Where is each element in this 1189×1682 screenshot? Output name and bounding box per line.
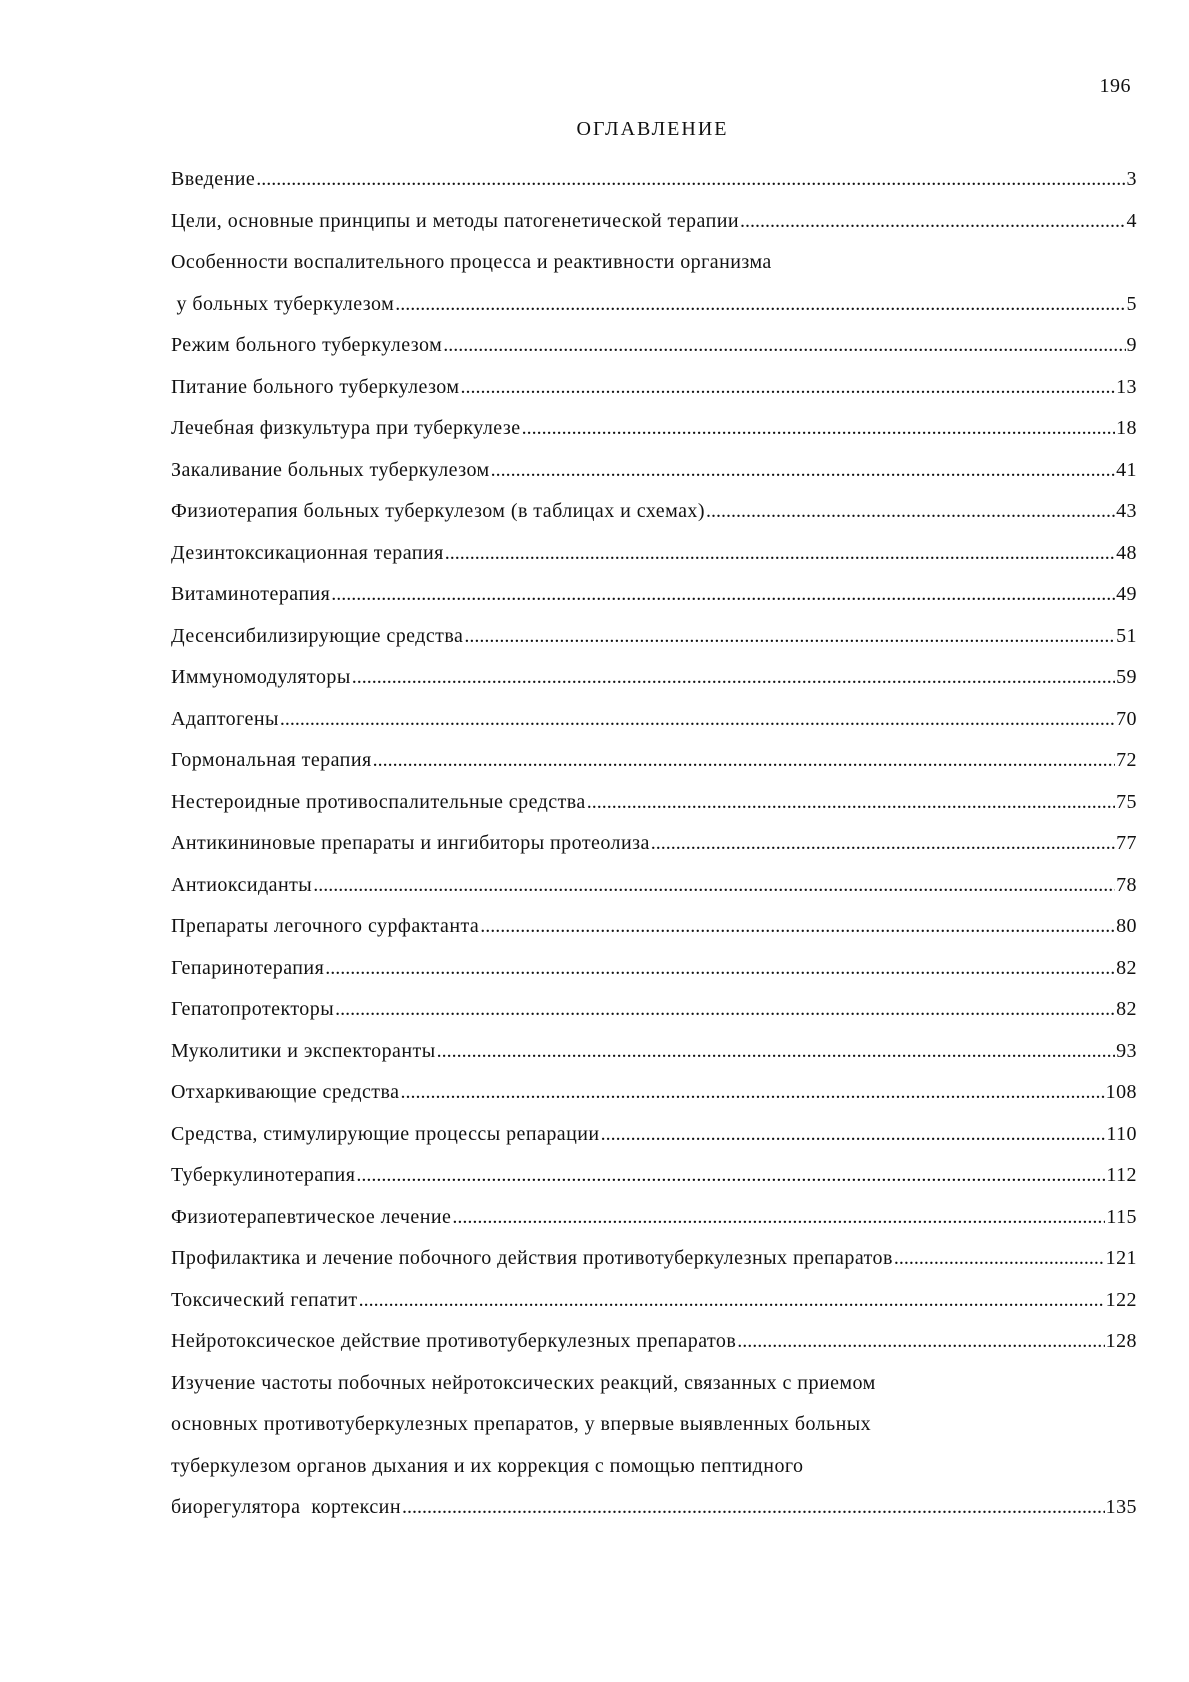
- toc-dot-leader: [601, 1114, 1106, 1156]
- toc-entry-page-number: 72: [1116, 749, 1137, 771]
- toc-entry-title: Профилактика и лечение побочного действия противотуберкулезных препаратов: [171, 1247, 893, 1269]
- toc-entry-line: [171, 616, 1137, 658]
- toc-entry: [171, 782, 1137, 824]
- toc-entry-title: Средства, стимулирующие процессы репарации: [171, 1122, 600, 1145]
- toc-dot-leader: [402, 1487, 1105, 1529]
- toc-entry-title: Закаливание больных туберкулезом: [171, 458, 490, 481]
- toc-entry: [171, 1238, 1137, 1280]
- toc-entry-line: [171, 450, 1137, 492]
- toc-entry: [171, 699, 1137, 741]
- toc-dot-leader: [706, 491, 1115, 533]
- page-title: ОГЛАВЛЕНИЕ: [576, 118, 729, 140]
- toc-dot-leader: [894, 1238, 1105, 1280]
- toc-entry-line: [171, 906, 1137, 948]
- toc-entry: [171, 574, 1137, 616]
- toc-entry: [171, 948, 1137, 990]
- toc-entry-page-number: 5: [1126, 292, 1137, 315]
- toc-entry-line: [171, 1280, 1137, 1322]
- toc-dot-leader: [445, 533, 1115, 575]
- toc-entry-page-number: 80: [1116, 915, 1137, 937]
- toc-entry: [171, 1280, 1137, 1322]
- toc-entry-line: [171, 1197, 1137, 1239]
- toc-entry-page-number: 82: [1116, 998, 1137, 1020]
- toc-entry-page-number: 48: [1116, 541, 1137, 564]
- toc-entry-title: Нейротоксическое действие противотуберкулезных препаратов: [171, 1330, 737, 1352]
- toc-entry-line: основных противотуберкулезных препаратов, у впервые выявленных больных: [171, 1413, 872, 1435]
- toc-entry-page-number: 41: [1116, 458, 1137, 481]
- toc-entry-line: [171, 782, 1137, 824]
- toc-entry: [171, 242, 1137, 325]
- toc-entry-line: [171, 284, 1137, 326]
- toc-dot-leader: [395, 284, 1125, 326]
- toc-entry: [171, 1363, 1137, 1529]
- toc-entry-title: Адаптогены: [171, 707, 279, 730]
- toc-entry-line: [171, 159, 1137, 201]
- toc-dot-leader: [437, 1031, 1115, 1073]
- toc-entry-title: Токсический гепатит: [171, 1288, 358, 1311]
- toc-entry: [171, 823, 1137, 865]
- toc-entry: [171, 1031, 1137, 1073]
- toc-entry-line: Особенности воспалительного процесса и реактивности организма: [171, 251, 772, 273]
- toc-entry-page-number: 75: [1116, 790, 1137, 813]
- toc-entry-title: Введение: [171, 168, 256, 190]
- toc-entry-page-number: 9: [1126, 334, 1137, 356]
- toc-dot-leader: [460, 367, 1115, 409]
- toc-entry-page-number: 49: [1116, 583, 1137, 605]
- toc-dot-leader: [359, 1280, 1105, 1322]
- toc-entry-page-number: 18: [1116, 417, 1137, 439]
- toc-dot-leader: [356, 1155, 1105, 1197]
- toc-entry-title: Десенсибилизирующие средства: [171, 624, 464, 647]
- toc-entry: [171, 408, 1137, 450]
- toc-entry-line: [171, 533, 1137, 575]
- toc-entry-page-number: 70: [1116, 707, 1137, 730]
- toc-entry: [171, 159, 1137, 201]
- table-of-contents: [171, 159, 1137, 1529]
- toc-entry-page-number: 13: [1116, 375, 1137, 398]
- toc-dot-leader: [443, 325, 1125, 367]
- toc-entry: [171, 450, 1137, 492]
- toc-entry-page-number: 93: [1116, 1039, 1137, 1062]
- toc-entry: [171, 325, 1137, 367]
- toc-dot-leader: [280, 699, 1115, 741]
- toc-entry-line: [171, 989, 1137, 1031]
- toc-entry-line: [171, 1031, 1137, 1073]
- toc-entry: [171, 367, 1137, 409]
- toc-entry-page-number: 3: [1126, 168, 1137, 190]
- toc-entry-line: [171, 325, 1137, 367]
- toc-entry-page-number: 110: [1106, 1122, 1137, 1145]
- toc-entry-line: [171, 367, 1137, 409]
- toc-entry-page-number: 128: [1105, 1330, 1137, 1352]
- toc-entry-title: Физиотерапия больных туберкулезом (в таблицах и схемах): [171, 500, 705, 522]
- toc-entry: [171, 1197, 1137, 1239]
- toc-dot-leader: [325, 948, 1115, 990]
- toc-entry-page-number: 112: [1106, 1164, 1137, 1186]
- toc-entry-line: [171, 1072, 1137, 1114]
- toc-entry-title: Иммуномодуляторы: [171, 666, 351, 688]
- toc-dot-leader: [480, 906, 1115, 948]
- toc-dot-leader: [352, 657, 1115, 699]
- toc-entry: [171, 740, 1137, 782]
- toc-dot-leader: [335, 989, 1115, 1031]
- toc-dot-leader: [651, 823, 1115, 865]
- toc-dot-leader: [452, 1197, 1105, 1239]
- toc-entry-page-number: 59: [1116, 666, 1137, 688]
- toc-entry-title: Лечебная физкультура при туберкулезе: [171, 417, 521, 439]
- toc-entry-line: Изучение частоты побочных нейротоксических реакций, связанных с приемом: [171, 1371, 876, 1394]
- toc-entry-line: [171, 1487, 1137, 1529]
- toc-dot-leader: [491, 450, 1115, 492]
- toc-entry-title: Гепаринотерапия: [171, 956, 325, 979]
- toc-entry: [171, 201, 1137, 243]
- toc-entry-line: [171, 865, 1137, 907]
- toc-entry: [171, 989, 1137, 1031]
- toc-entry-page-number: 4: [1126, 209, 1137, 232]
- toc-dot-leader: [256, 159, 1125, 201]
- toc-entry-title: Гепатопротекторы: [171, 998, 335, 1020]
- toc-entry-line: [171, 408, 1137, 450]
- toc-entry-line: [171, 699, 1137, 741]
- toc-dot-leader: [737, 1321, 1104, 1363]
- toc-entry-title: биорегулятора кортексин: [171, 1496, 401, 1518]
- toc-entry-title: Муколитики и экспекторанты: [171, 1039, 436, 1062]
- toc-dot-leader: [373, 740, 1115, 782]
- toc-entry-title: Отхаркивающие средства: [171, 1081, 400, 1103]
- toc-entry: [171, 657, 1137, 699]
- toc-entry-title: Режим больного туберкулезом: [171, 334, 443, 356]
- toc-dot-leader: [522, 408, 1116, 450]
- toc-entry-title: Физиотерапевтическое лечение: [171, 1205, 452, 1228]
- toc-entry: [171, 1072, 1137, 1114]
- toc-entry: [171, 533, 1137, 575]
- toc-entry-page-number: 82: [1116, 956, 1137, 979]
- toc-entry-title: Туберкулинотерапия: [171, 1164, 356, 1186]
- toc-entry-line: [171, 1321, 1137, 1363]
- toc-dot-leader: [740, 201, 1126, 243]
- toc-entry-line: [171, 948, 1137, 990]
- toc-entry-page-number: 115: [1106, 1205, 1137, 1228]
- toc-entry-line: [171, 1114, 1137, 1156]
- toc-entry-page-number: 121: [1105, 1247, 1137, 1269]
- toc-entry-page-number: 77: [1116, 832, 1137, 854]
- toc-dot-leader: [587, 782, 1115, 824]
- toc-dot-leader: [331, 574, 1115, 616]
- toc-entry-line: [171, 823, 1137, 865]
- toc-entry-page-number: 135: [1105, 1496, 1137, 1518]
- toc-entry-line: [171, 1238, 1137, 1280]
- toc-entry-line: [171, 201, 1137, 243]
- toc-entry-page-number: 78: [1116, 873, 1137, 896]
- toc-dot-leader: [400, 1072, 1104, 1114]
- toc-entry-title: Цели, основные принципы и методы патогенетической терапии: [171, 209, 740, 232]
- toc-entry-title: Антикининовые препараты и ингибиторы протеолиза: [171, 832, 650, 854]
- toc-entry-title: Препараты легочного сурфактанта: [171, 915, 480, 937]
- toc-entry: [171, 1321, 1137, 1363]
- toc-entry-line: [171, 1155, 1137, 1197]
- toc-entry: [171, 865, 1137, 907]
- toc-entry-line: [171, 574, 1137, 616]
- page-number: 196: [1099, 75, 1131, 97]
- toc-entry-title: Нестероидные противоспалительные средства: [171, 790, 586, 813]
- toc-entry-title: Дезинтоксикационная терапия: [171, 541, 444, 564]
- toc-entry-page-number: 51: [1116, 624, 1137, 647]
- toc-entry-title: у больных туберкулезом: [171, 292, 395, 315]
- toc-entry-title: Антиоксиданты: [171, 873, 313, 896]
- toc-entry: [171, 491, 1137, 533]
- toc-entry-title: Витаминотерапия: [171, 583, 331, 605]
- toc-entry-line: [171, 657, 1137, 699]
- toc-dot-leader: [464, 616, 1115, 658]
- toc-entry: [171, 1155, 1137, 1197]
- toc-entry-page-number: 108: [1105, 1081, 1137, 1103]
- toc-entry-title: Гормональная терапия: [171, 749, 372, 771]
- toc-entry-page-number: 43: [1116, 500, 1137, 522]
- toc-entry: [171, 616, 1137, 658]
- toc-entry-title: Питание больного туберкулезом: [171, 375, 460, 398]
- toc-entry: [171, 1114, 1137, 1156]
- toc-entry-line: туберкулезом органов дыхания и их коррекция с помощью пептидного: [171, 1454, 804, 1477]
- toc-entry-page-number: 122: [1105, 1288, 1137, 1311]
- toc-entry-line: [171, 491, 1137, 533]
- toc-entry-line: [171, 740, 1137, 782]
- toc-dot-leader: [313, 865, 1115, 907]
- toc-entry: [171, 906, 1137, 948]
